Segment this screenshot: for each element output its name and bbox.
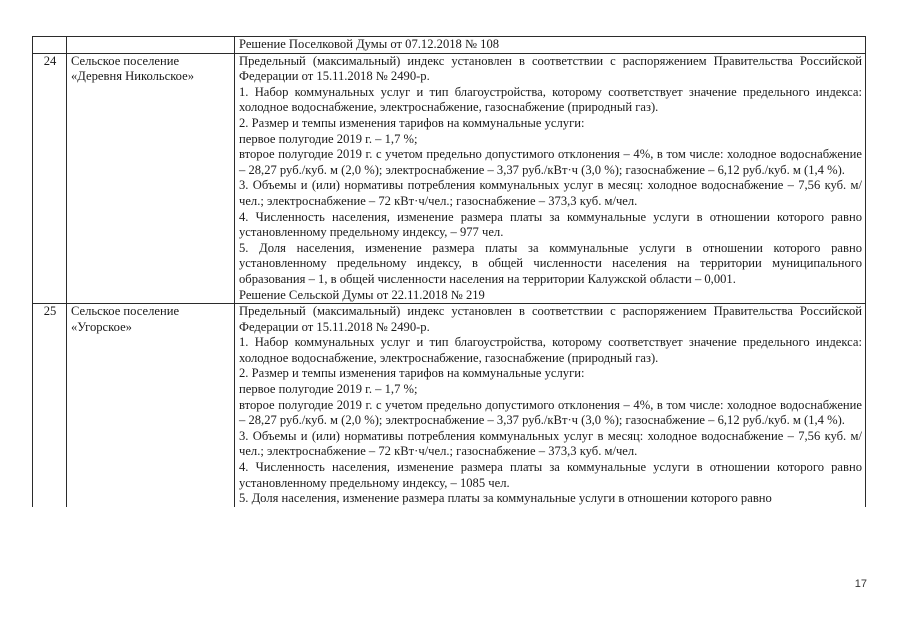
index-table [32,36,866,507]
settlement-name: «Угорское» [71,319,132,334]
settlement-type: Сельское поселение [71,304,180,319]
table-row-continuation [33,37,866,54]
settlement-type: Сельское поселение [71,53,180,68]
row-number: 25 [33,304,67,507]
decision-reference: Решение Сельской Думы от 22.11.2018 № 219 [239,287,485,302]
index-basis-paragraph: Предельный (максимальный) индекс установлен в соответствии с распоряжением Правительства Российской Федерации от 15.11.2018 № 2490-р. [239,53,862,84]
settlement-name-cell [67,37,235,54]
population-share-paragraph: 5. Доля населения, изменение размера платы за коммунальные услуги в отношении которого равно установленному предельному индексу, в общей численности населения на территории муниципального образования – 1, в общей численности населения на территории Калужской области – 0,001. [239,240,862,286]
second-half-rate: второе полугодие 2019 г. с учетом предельно допустимого отклонения – 4%, в том числе: холодное водоснабжение – 28,27 руб./куб. м (2,0 %); электроснабжение – 3,37 руб./кВт·ч (3,0 %); газоснабжение – 6,12 руб./куб. м (1,4 %). [239,147,862,177]
services-set-paragraph: 1. Набор коммунальных услуг и тип благоустройства, которому соответствует значение предельного индекса: холодное водоснабжение, электроснабжение, газоснабжение (природный газ). [239,84,862,115]
population-count-paragraph: 4. Численность населения, изменение размера платы за коммунальные услуги в отношении которого равно установленному предельному индексу, – 977 чел. [239,209,862,240]
second-half-rate: второе полугодие 2019 г. с учетом предельно допустимого отклонения – 4%, в том числе: холодное водоснабжение – 28,27 руб./куб. м (2,0 %); электроснабжение – 3,37 руб./кВт·ч (3,0 %); газоснабжение – 6,12 руб./куб. м (1,4 %). [239,397,862,428]
decision-reference: Решение Поселковой Думы от 07.12.2018 № 108 [239,37,500,51]
consumption-norms-paragraph: 3. Объемы и (или) нормативы потребления коммунальных услуг в месяц: холодное водоснабжение – 7,56 куб. м/чел.; электроснабжение – 72 кВт·ч/чел.; газоснабжение – 373,3 куб. м/чел. [239,178,862,208]
row-number: 24 [33,53,67,304]
population-count-paragraph: 4. Численность населения, изменение размера платы за коммунальные услуги в отношении которого равно установленному предельному индексу, – 1085 чел. [239,460,862,490]
settlement-name-cell [67,53,235,304]
population-share-paragraph: 5. Доля населения, изменение размера платы за коммунальные услуги в отношении которого равно [239,491,772,506]
row-details-cell [235,304,866,507]
tariff-rates-heading: 2. Размер и темпы изменения тарифов на коммунальные услуги: [239,115,585,130]
services-set-paragraph: 1. Набор коммунальных услуг и тип благоустройства, которому соответствует значение предельного индекса: холодное водоснабжение, электроснабжение, газоснабжение (природный газ). [239,335,862,365]
page-number: 17 [854,578,867,590]
first-half-rate: первое полугодие 2019 г. – 1,7 %; [239,382,418,397]
tariff-rates-heading: 2. Размер и темпы изменения тарифов на коммунальные услуги: [239,366,585,381]
row-details-cell [235,37,866,54]
table-row [33,304,866,507]
settlement-name-cell [67,304,235,507]
row-number-cell [33,37,67,54]
index-basis-paragraph: Предельный (максимальный) индекс установлен в соответствии с распоряжением Правительства Российской Федерации от 15.11.2018 № 2490-р. [239,304,862,334]
row-details-cell [235,53,866,304]
settlement-name: «Деревня Никольское» [71,69,195,84]
first-half-rate: первое полугодие 2019 г. – 1,7 %; [239,131,418,146]
table-row [33,53,866,304]
consumption-norms-paragraph: 3. Объемы и (или) нормативы потребления коммунальных услуг в месяц: холодное водоснабжение – 7,56 куб. м/чел.; электроснабжение – 72 кВт·ч/чел.; газоснабжение – 373,3 куб. м/чел. [239,428,862,459]
